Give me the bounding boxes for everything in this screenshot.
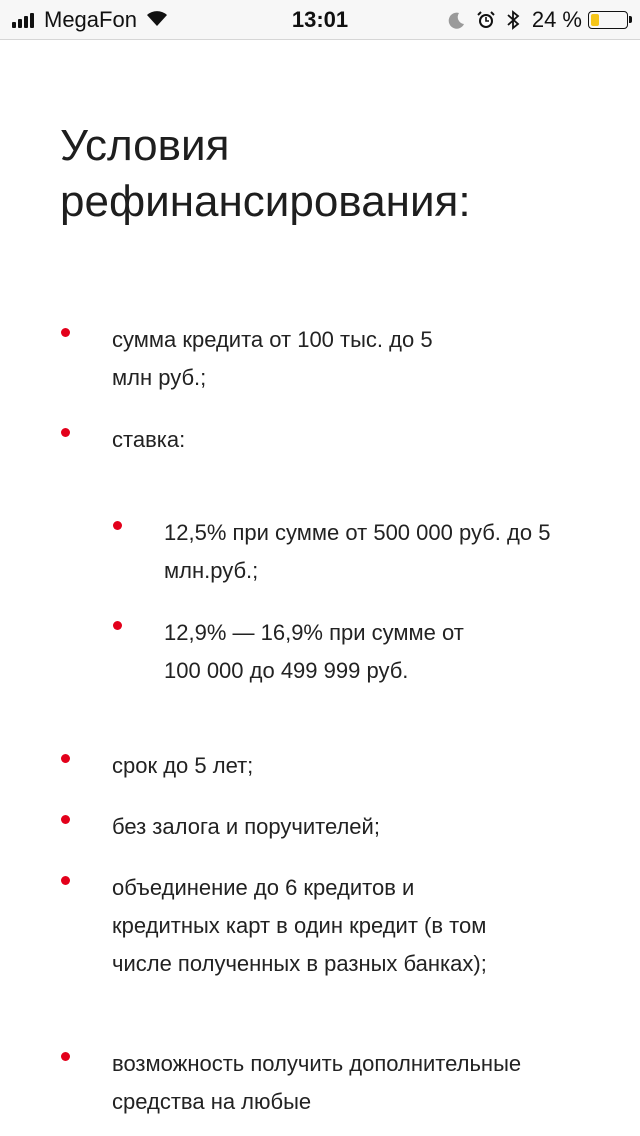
battery-percent: 24 %: [531, 7, 582, 32]
sub-list-item: 12,5% при сумме от 500 000 руб. до 5 млн.руб.;: [164, 520, 551, 583]
carrier-name: MegaFon: [44, 7, 137, 32]
status-time: 13:01: [291, 7, 349, 32]
bullet-dot: [113, 621, 122, 630]
list-item: возможность получить дополнительные средства на любые: [112, 1051, 522, 1114]
moon-icon: [448, 11, 466, 29]
bullet-dot: [61, 1052, 70, 1061]
bullet-dot: [61, 876, 70, 885]
list-item: объединение до 6 кредитов и кредитных карт в один кредит (в том числе полученных в разных банках);: [112, 875, 487, 976]
status-bar: [0, 0, 640, 40]
status-bar-right: [438, 0, 628, 40]
bullet-dot: [113, 521, 122, 530]
bullet-dot: [61, 328, 70, 337]
list-item: без залога и поручителей;: [112, 814, 380, 839]
bullet-dot: [61, 815, 70, 824]
sub-list-item: 12,9% — 16,9% при сумме от 100 000 до 499 999 руб.: [164, 620, 464, 683]
bluetooth-icon: [506, 10, 520, 30]
battery-icon: [588, 11, 628, 29]
alarm-icon: [476, 10, 496, 30]
list-item: сумма кредита от 100 тыс. до 5 млн руб.;: [112, 327, 433, 390]
list-item: срок до 5 лет;: [112, 753, 254, 778]
page-title: Условия рефинансирования:: [60, 121, 471, 226]
bullet-dot: [61, 428, 70, 437]
bullet-dot: [61, 754, 70, 763]
list-item: ставка:: [112, 427, 186, 452]
